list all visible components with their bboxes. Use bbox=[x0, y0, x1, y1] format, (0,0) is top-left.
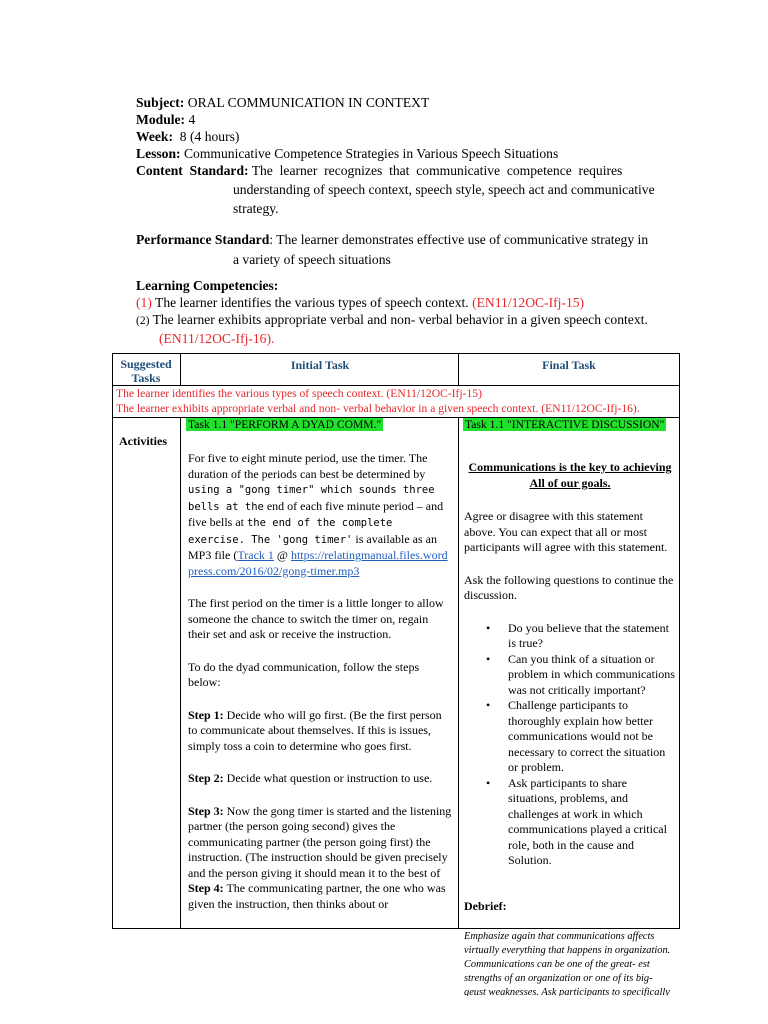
step-4-label: Step 4: bbox=[188, 881, 224, 895]
col-header-suggested-tasks: Suggested Tasks bbox=[120, 357, 172, 385]
table-divider bbox=[180, 353, 181, 385]
competency-2-text: The learner exhibits appropriate verbal and non- verbal behavior in a given speech context. bbox=[152, 312, 648, 327]
discussion-heading-line2: All of our goals. bbox=[529, 475, 611, 490]
competency-1-number: (1) bbox=[136, 295, 152, 310]
competency-2 bbox=[136, 311, 681, 330]
table-divider bbox=[458, 417, 459, 929]
timer-text-mono3: . The 'gong timer' bbox=[238, 533, 353, 546]
list-item: • Challenge participants to thoroughly explain how better communications would not be necessary to correct the situation or problem. bbox=[508, 698, 676, 776]
dyad-steps-intro: To do the dyad communication, follow the steps below: bbox=[188, 659, 420, 689]
step-1-text: Decide who will go first. (Be the first person to communicate about themselves. If this is issues, simply toss a coin to determine who goes first. bbox=[188, 707, 442, 753]
step-3-label: Step 3: bbox=[188, 803, 224, 818]
step-2-text: Decide what question or instruction to use. bbox=[223, 771, 433, 785]
subject-line bbox=[136, 94, 681, 111]
track-1-link[interactable]: Track 1 bbox=[237, 548, 274, 562]
content-standard bbox=[136, 162, 681, 179]
timer-paragraph bbox=[188, 451, 452, 579]
document-header bbox=[136, 94, 681, 217]
step-4-text: The communicating partner, the one who was given the instruction, then thinks about or bbox=[188, 881, 446, 911]
performance-standard-label: Performance Standard bbox=[136, 232, 270, 247]
step-3 bbox=[188, 804, 452, 882]
list-item: • Do you believe that the statement is true? bbox=[508, 621, 676, 652]
col-header-final-task: Final Task bbox=[542, 358, 596, 372]
timer-text-b: end of each five minute period – and five bells at bbox=[188, 498, 444, 529]
col-header-initial-task: Initial Task bbox=[290, 358, 350, 372]
competencies-title: Learning Competencies: bbox=[136, 278, 279, 293]
final-task-body bbox=[464, 460, 676, 996]
step-2-label: Step 2: bbox=[188, 771, 224, 785]
module-label: Module: bbox=[136, 112, 186, 127]
discussion-heading bbox=[464, 460, 676, 491]
lesson-line bbox=[136, 145, 681, 162]
agree-paragraph: Agree or disagree with this statement above. You can expect that all or most participants will agree with this statement. bbox=[464, 509, 668, 554]
competency-row bbox=[116, 387, 678, 416]
step-2 bbox=[188, 771, 452, 787]
competency-1-code: (EN11/12OC-Ifj-15) bbox=[472, 295, 585, 310]
subject-value: ORAL COMMUNICATION IN CONTEXT bbox=[187, 95, 430, 110]
discussion-heading-line1: Communications is the key to achieving bbox=[468, 460, 672, 474]
timer-text-mono2: the end of the complete exercise bbox=[188, 517, 393, 546]
initial-task-title bbox=[186, 418, 383, 431]
week-label: Week: bbox=[136, 129, 173, 144]
debrief-label: Debrief: bbox=[464, 898, 507, 913]
competency-row-line2: The learner exhibits appropriate verbal and non- verbal behavior in a given speech context. (EN11/12OC-Ifj-16). bbox=[116, 401, 640, 415]
performance-standard-line2: a variety of speech situations bbox=[233, 252, 391, 267]
final-task-title bbox=[463, 418, 666, 431]
step-3-text: Now the gong timer is started and the listening partner (the person going second) gives the communicating partner (the person going first) the instruction. (The instruction should be given precisely and the person giving it should mean it to the best of bbox=[188, 803, 452, 880]
activities-label: Activities bbox=[119, 434, 167, 448]
week-value: 8 (4 hours) bbox=[179, 129, 240, 144]
gong-timer-url-link[interactable]: https://relatingmanual.files.wordpress.com/2016/02/gong-timer.mp3 bbox=[188, 548, 448, 578]
module-value: 4 bbox=[188, 112, 196, 127]
timer-text-d: @ bbox=[273, 548, 288, 562]
timer-text-c: is available as an MP3 file ( bbox=[188, 531, 438, 562]
module-line bbox=[136, 111, 681, 128]
competency-1 bbox=[136, 294, 681, 311]
timer-text-mono1: using a "gong timer" which sounds three bells at the bbox=[188, 484, 435, 513]
final-task-title-text: Task 1.1 "INTERACTIVE DISCUSSION" bbox=[465, 418, 665, 431]
step-1-label: Step 1: bbox=[188, 707, 224, 722]
competency-2-number: (2) bbox=[136, 315, 150, 327]
content-standard-line3: strategy. bbox=[233, 201, 279, 216]
list-item: • Ask participants to share situations, problems, and challenges at work in which communications played a critical role, both in the cause and Solution. bbox=[508, 776, 676, 869]
first-period-paragraph: The first period on the timer is a little longer to allow someone the chance to switch the timer on, regain their set and ask or receive the instruction. bbox=[188, 596, 444, 641]
step-1 bbox=[188, 708, 452, 755]
competency-1-text: The learner identifies the various types of speech context. bbox=[155, 295, 469, 310]
initial-task-body bbox=[188, 451, 452, 912]
learning-competencies bbox=[136, 277, 681, 347]
content-standard-label: Content Standard: bbox=[136, 163, 249, 178]
content-standard-line2: understanding of speech context, speech style, speech act and communicative bbox=[233, 182, 655, 197]
content-standard-line1: The learner recognizes that communicative competence requires bbox=[251, 163, 623, 178]
table-divider bbox=[180, 417, 181, 929]
week-line bbox=[136, 128, 681, 145]
subject-label: Subject: bbox=[136, 95, 185, 110]
timer-text-a: For five to eight minute period, use the timer. The duration of the periods can best be determined by bbox=[188, 451, 428, 481]
competency-row-line1: The learner identifies the various types of speech context. (EN11/12OC-Ifj-15) bbox=[116, 387, 482, 400]
table-divider bbox=[112, 385, 680, 386]
performance-standard-line1: : The learner demonstrates effective use of communicative strategy in bbox=[269, 232, 649, 247]
lesson-label: Lesson: bbox=[136, 146, 181, 161]
debrief-text: Emphasize again that communications affects virtually everything that happens in organization. Communications can be one of the great- est strengths of an organization or one of its big- geust weaknesses. Ask participants to specifically bbox=[464, 931, 671, 996]
step-4 bbox=[188, 881, 452, 912]
lesson-value: Communicative Competence Strategies in Various Speech Situations bbox=[183, 146, 559, 161]
table-divider bbox=[458, 353, 459, 385]
discussion-questions-list bbox=[464, 621, 676, 869]
questions-intro: Ask the following questions to continue the discussion. bbox=[464, 572, 674, 602]
initial-task-title-text: Task 1.1 "PERFORM A DYAD COMM." bbox=[188, 418, 382, 431]
competency-2-code: (EN11/12OC-Ifj-16). bbox=[159, 331, 275, 346]
list-item: • Can you think of a situation or problem in which communications was not critically important? bbox=[508, 652, 676, 699]
performance-standard bbox=[136, 231, 681, 268]
